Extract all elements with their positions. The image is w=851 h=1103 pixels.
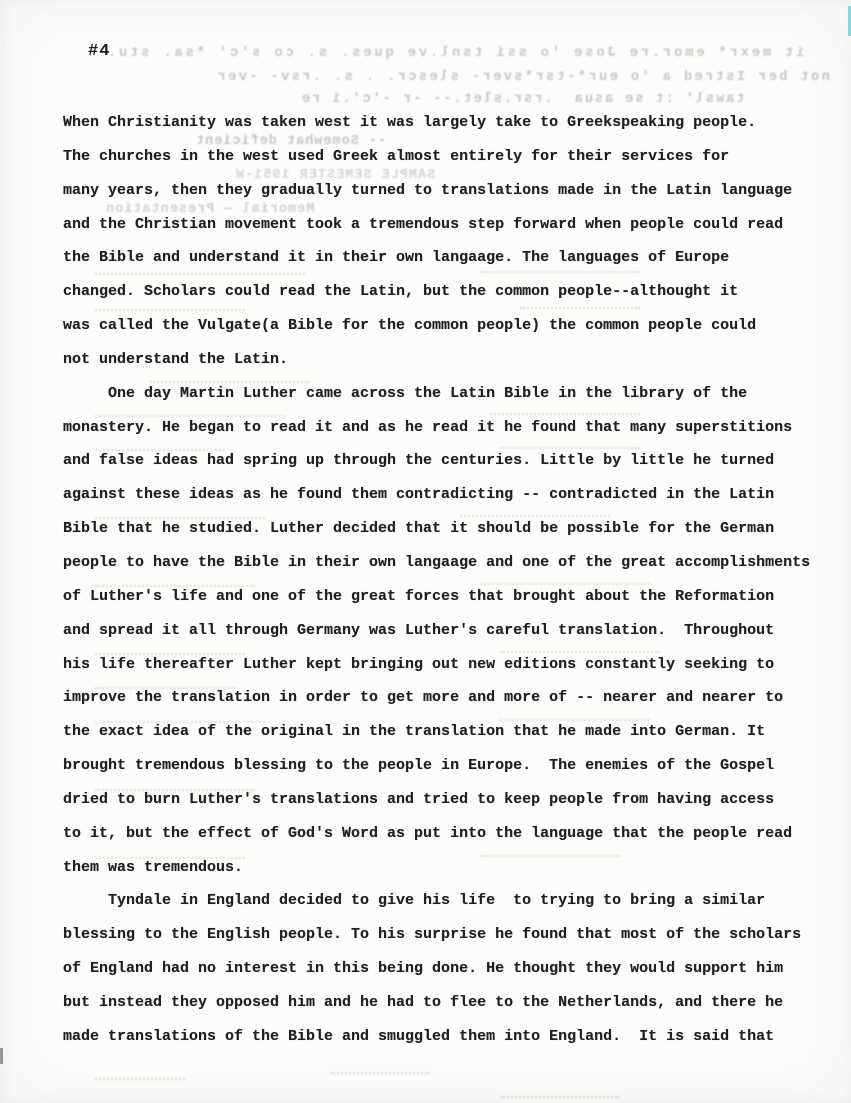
- text-line: the Bible and understand it in their own langaage. The languages of Europe: [63, 249, 730, 267]
- bleedthrough-smudge: [95, 789, 255, 791]
- text-line: not understand the Latin.: [63, 350, 289, 368]
- bleedthrough-smudge: [480, 271, 640, 273]
- text-line: changed. Scholars could read the Latin, but the common people--althought it: [63, 283, 739, 301]
- bleedthrough-smudge: [500, 719, 650, 721]
- bleedthrough-smudge: [480, 855, 620, 857]
- bleedthrough-smudge: [95, 415, 285, 417]
- text-line: to it, but the effect of God's Word as put into the language that the people read: [63, 824, 793, 842]
- bleedthrough-smudge: [520, 307, 640, 309]
- text-line: against these ideas as he found them contradicting -- contradicted in the Latin: [63, 486, 775, 504]
- text-line: The churches in the west used Greek almost entirely for their services for: [63, 147, 730, 165]
- text-line: his life thereafter Luther kept bringing out new editions constantly seeking to: [63, 655, 775, 673]
- text-line: them was tremendous.: [63, 858, 244, 876]
- bleedthrough-smudge: [500, 1096, 620, 1098]
- bleedthrough-smudge: [500, 651, 660, 653]
- text-line: One day Martin Luther came across the Latin Bible in the library of the: [63, 384, 748, 402]
- text-line: was called the Vulgate(a Bible for the common people) the common people could: [63, 317, 757, 335]
- bleedthrough-smudge: [95, 517, 265, 519]
- bleedthrough-smudge: [95, 857, 245, 859]
- bleedthrough-smudge: [95, 1078, 185, 1080]
- bleedthrough-smudge: [95, 309, 245, 311]
- text-line: improve the translation in order to get more and more of -- nearer and nearer to: [63, 689, 784, 707]
- page-number: #4: [88, 42, 111, 61]
- text-line: blessing to the English people. To his surprise he found that most of the scholars: [63, 926, 802, 944]
- text-line: and spread it all through Germany was Luther's careful translation. Throughout: [63, 621, 775, 639]
- text-line: and false ideas had spring up through the centuries. Little by little he turned: [63, 452, 775, 470]
- bleedthrough-smudge: [150, 381, 310, 383]
- bleedthrough-smudge: [95, 585, 255, 587]
- text-line: of England had no interest in this being done. He thought they would support him: [63, 960, 784, 978]
- bleedthrough-smudge: [95, 653, 245, 655]
- bleedthrough-smudge: [460, 515, 610, 517]
- text-line: Bible that he studied. Luther decided that it should be possible for the German: [63, 520, 775, 538]
- scan-edge-mark: [0, 1048, 3, 1064]
- text-line: many years, then they gradually turned to translations made in the Latin language: [63, 181, 793, 199]
- bleedthrough-smudge: [95, 449, 225, 451]
- bleedthrough-smudge: [500, 447, 640, 449]
- text-line: people to have the Bible in their own langaage and one of the great accomplishments: [63, 553, 811, 571]
- text-line: of Luther's life and one of the great forces that brought about the Reformation: [63, 587, 775, 605]
- text-line: dried to burn Luther's translations and tried to keep people from having access: [63, 790, 775, 808]
- text-line: Tyndale in England decided to give his life to trying to bring a similar: [63, 892, 766, 910]
- text-line: When Christianity was taken west it was largely take to Greekspeaking people.: [63, 114, 757, 131]
- bleedthrough-smudge: [95, 273, 305, 275]
- text-line: but instead they opposed him and he had to flee to the Netherlands, and there he: [63, 993, 784, 1011]
- text-line: and the Christian movement took a tremendous step forward when people could read: [63, 215, 784, 233]
- text-line: brought tremendous blessing to the people in Europe. The enemies of the Gospel: [63, 757, 775, 775]
- bleedthrough-text: Memorial — Presentation: [105, 202, 315, 217]
- bleedthrough-smudge: [95, 687, 235, 689]
- document-body: [63, 106, 841, 1054]
- bleedthrough-text: SAMPLE SEMESTER 1951-W: [235, 168, 436, 183]
- bleedthrough-text: it mexr* emor.re Jose 'o ssi tsnl.ve ques. s. co s'c' *sa. stu.: [105, 46, 805, 61]
- text-line: the exact idea of the original in the translation that he made into German. It: [63, 723, 766, 741]
- bleedthrough-smudge: [330, 1072, 430, 1074]
- bleedthrough-smudge: [480, 583, 650, 585]
- bleedthrough-text: tawsl' :t se asua .rsr.slet.-- -r -'c'.i re: [300, 92, 745, 107]
- bleedthrough-smudge: [95, 721, 265, 723]
- text-line: monastery. He began to read it and as he read it he found that many superstitions: [63, 418, 793, 436]
- bleedthrough-smudge: [490, 413, 640, 415]
- bleedthrough-text: -- Somewhat deficient: [195, 134, 387, 149]
- text-line: made translations of the Bible and smuggled them into England. It is said that: [63, 1027, 775, 1045]
- bleedthrough-text: not ber Istred a 'o eur*-tsr*sver- slescr. . s. .rsv- -ver: [215, 70, 830, 85]
